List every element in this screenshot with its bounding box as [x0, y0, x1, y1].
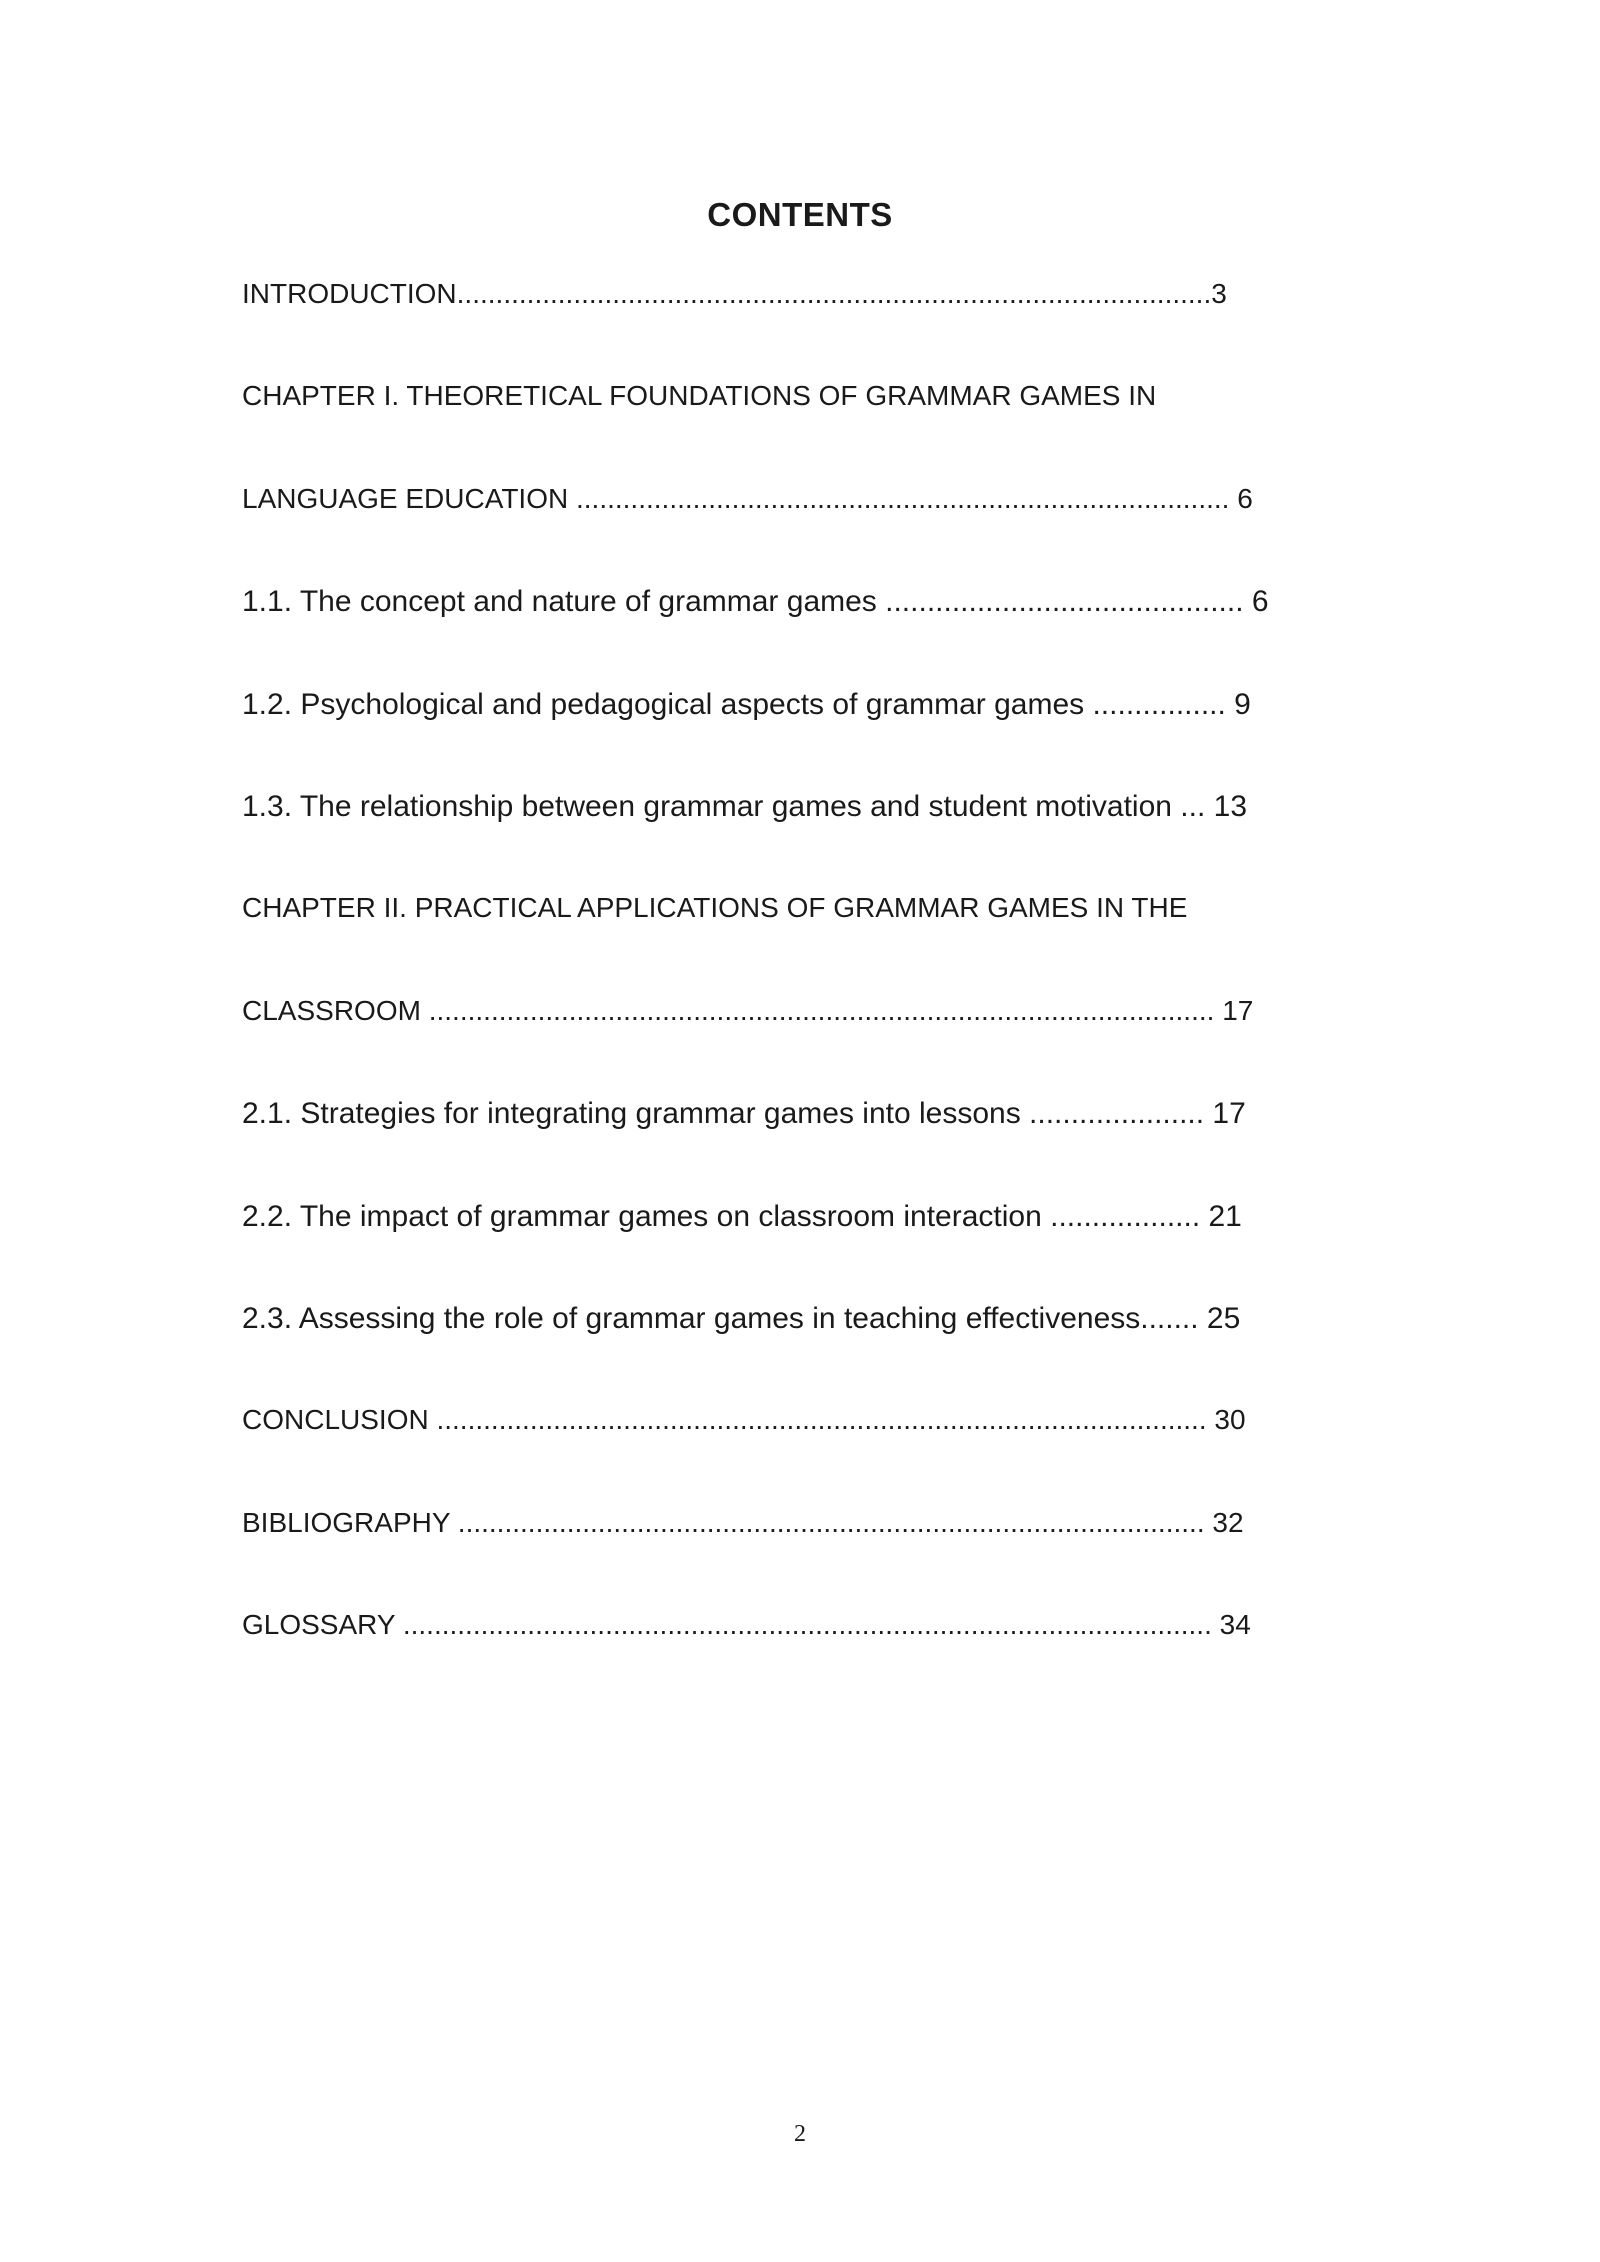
toc-entry-1-2	[242, 688, 1372, 790]
toc-entry-text: INTRODUCTION.................................................................................................3	[242, 278, 1227, 309]
toc-entry-chapter-2-line-1	[242, 892, 1372, 994]
toc-entry-text: 1.3. The relationship between grammar games and student motivation ... 13	[242, 789, 1248, 823]
toc-entry-text: 2.2. The impact of grammar games on classroom interaction .................. 21	[242, 1199, 1242, 1233]
toc-entry-text: CHAPTER II. PRACTICAL APPLICATIONS OF GRAMMAR GAMES IN THE	[242, 892, 1188, 924]
toc-entry-text: LANGUAGE EDUCATION .................................................................................... 6	[242, 482, 1253, 514]
toc-entry-chapter-1-line-1	[242, 380, 1372, 482]
toc-entry-chapter-1-line-2	[242, 483, 1372, 585]
toc-entry-chapter-2-line-2	[242, 995, 1372, 1097]
toc-entry-text: CONCLUSION ................................................................................................... 30	[242, 1404, 1246, 1436]
page-title: CONTENTS	[707, 196, 893, 233]
toc-entry-text: 1.2. Psychological and pedagogical aspects of grammar games ................ 9	[242, 687, 1251, 721]
toc-entry-conclusion	[242, 1404, 1372, 1506]
toc-entry-1-3	[242, 790, 1372, 892]
toc-entry-text: 2.1. Strategies for integrating grammar games into lessons ..................... 17	[242, 1097, 1246, 1131]
toc-entry-bibliography	[242, 1507, 1372, 1609]
toc-entry-2-1	[242, 1097, 1372, 1199]
toc-entry-text: CLASSROOM ..................................................................................................... 17	[242, 994, 1254, 1026]
toc-entry-text: CHAPTER I. THEORETICAL FOUNDATIONS OF GRAMMAR GAMES IN	[242, 380, 1157, 412]
table-of-contents	[242, 278, 1372, 1711]
toc-entry-introduction	[242, 278, 1372, 380]
toc-entry-2-2	[242, 1200, 1372, 1302]
toc-entry-text: GLOSSARY ........................................................................................................ 34	[242, 1609, 1251, 1641]
toc-entry-text: BIBLIOGRAPHY ................................................................................................ 32	[242, 1506, 1244, 1538]
toc-entry-text: 1.1. The concept and nature of grammar games ........................................... 6	[242, 585, 1269, 619]
toc-entry-1-1	[242, 585, 1372, 687]
page-number: 2	[794, 2121, 806, 2147]
toc-entry-2-3	[242, 1302, 1372, 1404]
toc-entry-text: 2.3. Assessing the role of grammar games in teaching effectiveness....... 25	[242, 1301, 1241, 1335]
toc-entry-glossary	[242, 1609, 1372, 1711]
